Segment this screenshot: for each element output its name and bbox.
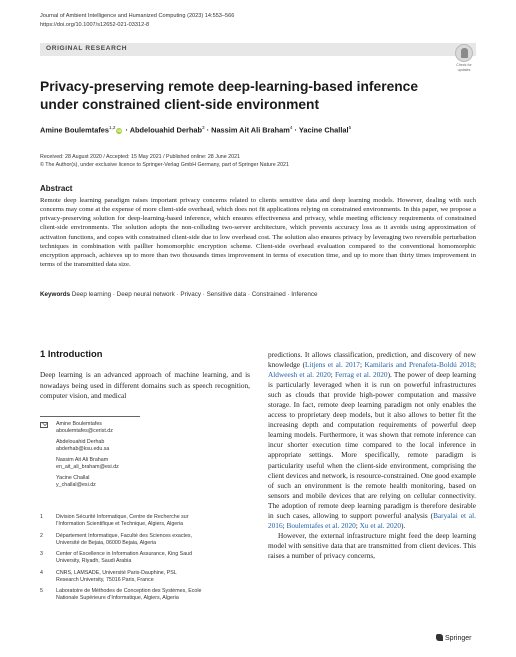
dates-and-copyright xyxy=(40,153,289,169)
doi-link[interactable]: https://doi.org/10.1007/s12652-021-03312-8 xyxy=(40,22,150,28)
journal-header xyxy=(40,12,234,30)
author-3[interactable]: Nassim Ait Ali Braham xyxy=(211,125,290,135)
orcid-icon[interactable]: iD xyxy=(117,128,122,134)
intro-paragraph-left: Deep learning is an advanced approach of machine learning, and is nowadays being used in different domains such as speech recognition, computer vision, and medical xyxy=(40,370,250,401)
citation-link[interactable]: Kamilaris and Prenafeta-Boldú 2018 xyxy=(364,360,474,370)
copyright-line: © The Author(s), under exclusive licence to Springer-Verlag GmbH Germany, part of Springer Nature 2021 xyxy=(40,162,289,168)
affiliation-item: 2 Département Informatique, Faculté des Sciences exactes, Université de Bejaia, 06000 Bejaia, Algeria xyxy=(40,532,193,546)
correspondence-entry: Nassim Ait Ali Braham en_ait_ali_braham@esi.dz xyxy=(40,457,240,471)
crossmark-caption: Check for updates xyxy=(456,63,472,72)
correspondence-block xyxy=(40,421,240,493)
author-2[interactable]: Abdelouahid Derhab xyxy=(129,125,202,135)
crossmark-icon xyxy=(455,44,473,62)
intro-paragraph-1: predictions. It allows classification, prediction, and discovery of new knowledge (Litjens et al. 2017; Kamilaris and Prenafeta-Boldú 2018; Aldweesh et al. 2020; Ferrag et al. 2020). The power of deep learning is particularly leveraged when it is run on powerful infrastructures such as clouds that provide high-power computation and massive storage. In fact, remote deep learning paradigm not only enables the access to proprietary deep models, but it also allows to better fit the increasing depth and computation requirements of powerful deep learning models. Furthermore, it was shown that remote inference can incur shorter execution time compared to the local inference in appropriate settings. More specifically, remote paradigm is particularity useful when the client-side environment, comprising the client devices and network, is resource-constrained. One good example of such an environment is the remote health monitoring, based on sensors and mobile devices that are relying on cellular connectivity. The adoption of remote deep learning paradigm is therefore desirable in such cases, allowing to support powerful analysis (Baryalai et al. 2016; Boulemtafes et al. 2020; Xu et al. 2020). xyxy=(268,350,477,530)
publisher-name: Springer xyxy=(445,635,472,642)
footnote-divider xyxy=(40,416,140,417)
title-line-2: under constrained client‑side environment xyxy=(40,96,320,112)
envelope-icon xyxy=(40,422,48,428)
email-link[interactable]: aboulemtafes@cerist.dz xyxy=(56,428,113,434)
email-link[interactable]: abderhab@ksu.edu.sa xyxy=(56,446,110,452)
author-1[interactable]: Amine Boulemtafes xyxy=(40,125,109,135)
keywords-list: Deep learning · Deep neural network · Privacy · Sensitive data · Constrained · Inference xyxy=(71,291,318,298)
affiliation-item: 1 Division Sécurité Informatique, Centre de Recherche sur l’Information Scientifique et Technique, Algiers, Algeria xyxy=(40,514,189,528)
author-list: Amine Boulemtafes$^{1,2}$iD · Abdelouahid Derhab$^3$ · Nassim Ait Ali Braham$^4$ · Yacine Challal$^5$ xyxy=(40,125,352,135)
publisher-logo xyxy=(436,634,471,642)
correspondence-entry: Amine Boulemtafes aboulemtafes@cerist.dz xyxy=(40,421,240,435)
article-type-band xyxy=(40,43,476,56)
affiliations-list xyxy=(40,514,250,607)
title-line-1: Privacy‑preserving remote deep‑learning‑based inference xyxy=(40,79,419,94)
email-link[interactable]: y_challal@esi.dz xyxy=(56,482,96,488)
keywords-label: Keywords xyxy=(40,291,71,298)
abstract-body: Remote deep learning paradigm raises important privacy concerns related to clients sensitive data and deep learning models. However, dealing with such concerns may come at the expense of more client-side overhead, which does not fit applications relying on constrained environments. In this paper, we propose a privacy-preserving solution for deep-learning-based inference, which ensures effectiveness and privacy, while meeting efficiency requirements of constrained client-side environments. The solution adopts the non-colluding two-server architecture, which prevents accuracy loss as it avoids using approximation of activation functions, and copes with constrained client-side due to low overhead cost. The solution also ensures privacy by leveraging two reversible perturbation techniques in combination with paillier homomorphic encryption scheme. Client-side overhead evaluation compared to the conventional homomorphic encryption approach, achieves up to more than two thousands times improvement in terms of execution time, and up to more than thirty times improvement in terms of the transmitted data size. xyxy=(40,197,476,268)
citation-link[interactable]: Ferrag et al. 2020 xyxy=(334,370,388,380)
affiliation-item: 3 Center of Excellence in Information Assurance, King Saud University, Riyadh, Saudi Arabia xyxy=(40,551,193,565)
intro-right-column xyxy=(268,350,476,561)
journal-citation: Journal of Ambient Intelligence and Humanized Computing (2023) 14:553–566 xyxy=(40,13,235,19)
article-type-label: ORIGINAL RESEARCH xyxy=(46,45,128,52)
email-link[interactable]: en_ait_ali_braham@esi.dz xyxy=(56,464,119,470)
section-heading-introduction: 1 Introduction xyxy=(40,348,103,359)
citation-link[interactable]: Xu et al. 2020 xyxy=(359,520,401,530)
affiliation-item: 5 Laboratoire de Méthodes de Conception des Systèmes, Ecole Nationale Supérieure d’Informatique, Algiers, Algeria xyxy=(40,588,202,602)
check-for-updates-button[interactable] xyxy=(452,44,476,74)
citation-link[interactable]: Aldweesh et al. 2020 xyxy=(268,370,331,380)
author-4[interactable]: Yacine Challal xyxy=(298,125,349,135)
abstract-heading: Abstract xyxy=(40,184,73,193)
correspondence-entry: Abdelouahid Derhab abderhab@ksu.edu.sa xyxy=(40,439,240,453)
received-dates: Received: 28 August 2020 / Accepted: 15 May 2021 / Published online: 28 June 2021 xyxy=(40,154,240,160)
affiliation-item: 4 CNRS, LAMSADE, Université Paris-Dauphine, PSL Research University, 75016 Paris, France xyxy=(40,569,177,583)
citation-link[interactable]: Boulemtafes et al. 2020 xyxy=(286,520,356,530)
citation-link[interactable]: Baryalai et al. 2016 xyxy=(268,510,476,530)
article-title xyxy=(40,78,440,113)
correspondence-entry: Yacine Challal y_challal@esi.dz xyxy=(40,475,240,489)
keywords-line xyxy=(40,291,318,298)
springer-horse-icon xyxy=(436,634,443,641)
intro-paragraph-2: However, the external infrastructure might feed the deep learning model with sensitive data that are transmitted from client devices. This raises a number of privacy concerns, xyxy=(268,530,476,560)
citation-link[interactable]: Litjens et al. 2017 xyxy=(305,360,360,370)
